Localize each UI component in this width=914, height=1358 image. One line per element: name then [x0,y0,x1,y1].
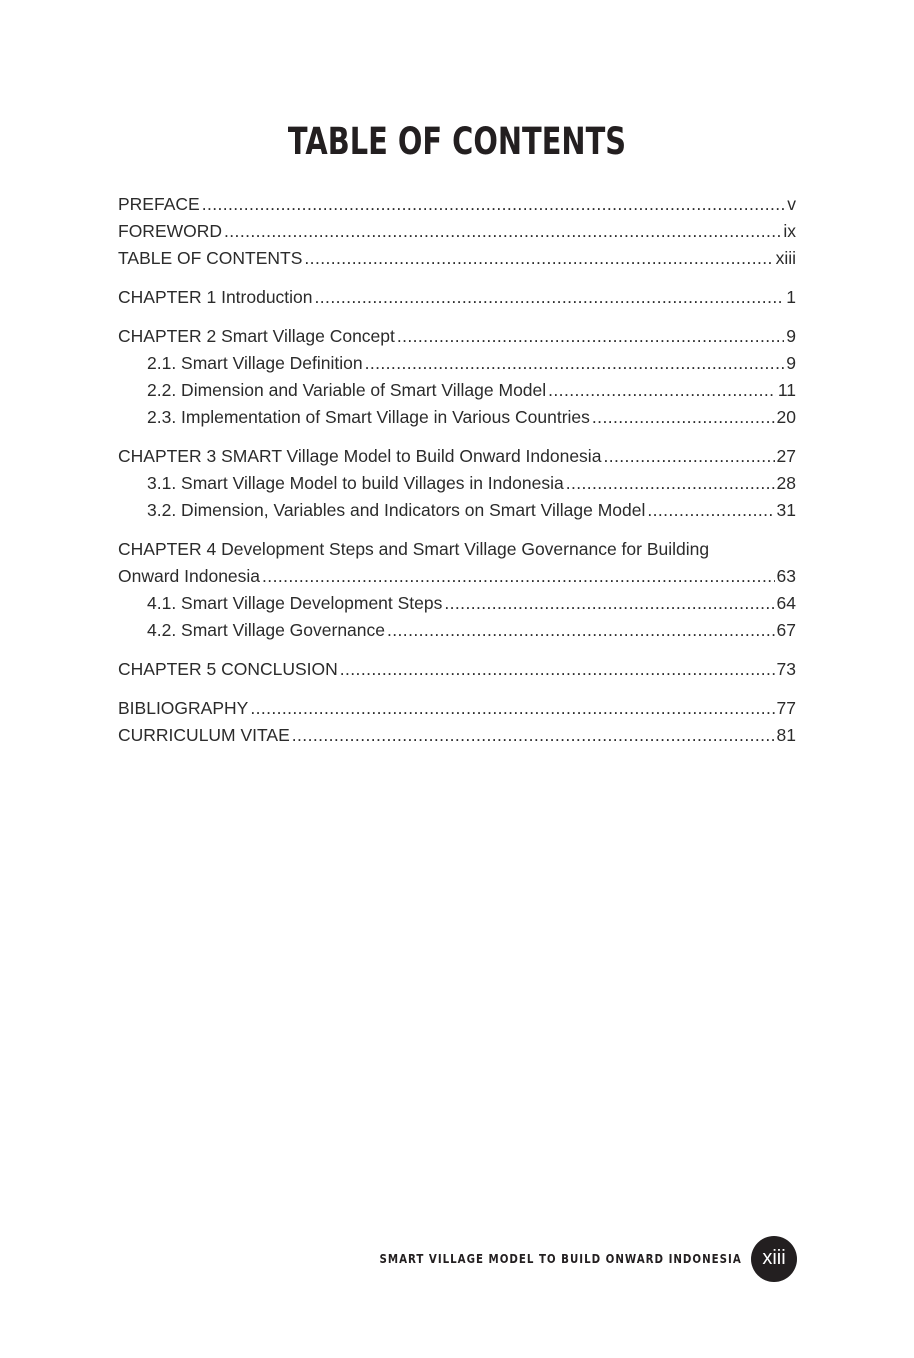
toc-entry-label: CHAPTER 1 Introduction [118,287,313,307]
toc-entry-page: 64 [776,593,796,613]
page-footer [0,1236,914,1282]
toc-group-front-matter [118,191,796,272]
toc-entry-chapter-2[interactable] [118,323,796,350]
toc-entry-label: 3.2. Dimension, Variables and Indicators on Smart Village Model [147,500,646,520]
toc-entry-section-2-1[interactable] [118,350,796,377]
page-title: TABLE OF CONTENTS [287,120,627,163]
toc-group-chapter-2 [118,323,796,431]
toc-entry-table-of-contents[interactable] [118,245,796,272]
toc-entry-label: PREFACE [118,194,200,214]
toc-entry-section-4-2[interactable] [118,617,796,644]
toc-entry-preface[interactable] [118,191,796,218]
leader-dots [548,377,776,404]
toc-entry-label: CHAPTER 3 SMART Village Model to Build Onward Indonesia [118,446,602,466]
toc-entry-page: xiii [775,248,796,268]
toc-group-chapter-4 [118,536,796,644]
toc-entry-section-2-3[interactable] [118,404,796,431]
toc-entry-page: ix [783,221,796,241]
toc-entry-label: 3.1. Smart Village Model to build Villages in Indonesia [147,473,564,493]
toc-entry-section-4-1[interactable] [118,590,796,617]
toc-group-back-matter [118,695,796,749]
toc-entry-label: BIBLIOGRAPHY [118,698,249,718]
toc-entry-page: 77 [776,698,796,718]
leader-dots [397,323,784,350]
toc-entry-page: 81 [776,725,796,745]
leader-dots [224,218,781,245]
leader-dots [340,656,775,683]
table-of-contents [118,191,796,761]
toc-entry-label: 4.1. Smart Village Development Steps [147,593,443,613]
page-number-badge: xiii [751,1236,797,1282]
running-title: SMART VILLAGE MODEL TO BUILD ONWARD INDONESIA [379,1251,742,1266]
toc-entry-chapter-4-line-1[interactable]: CHAPTER 4 Development Steps and Smart Village Governance for Building [118,539,710,559]
toc-entry-label: FOREWORD [118,221,223,241]
toc-entry-page: 27 [776,446,796,466]
toc-entry-page: 1 [786,287,796,307]
toc-entry-page: 67 [776,620,796,640]
toc-entry-page: v [787,194,796,214]
leader-dots [315,284,785,311]
toc-entry-page: 20 [776,407,796,427]
toc-entry-page: 63 [776,566,796,586]
leader-dots [647,497,774,524]
toc-entry-label: Onward Indonesia [118,566,261,586]
toc-entry-page: 73 [776,659,796,679]
toc-entry-page: 28 [776,473,796,493]
toc-entry-section-2-2[interactable] [118,377,796,404]
leader-dots [262,563,774,590]
toc-entry-page: 9 [786,326,796,346]
toc-entry-chapter-1[interactable] [118,284,796,311]
leader-dots [444,590,774,617]
leader-dots [365,350,785,377]
toc-entry-chapter-4[interactable] [118,563,796,590]
toc-entry-page: 11 [777,380,796,400]
leader-dots [292,722,775,749]
toc-entry-page: 31 [776,500,796,520]
toc-entry-label: 2.1. Smart Village Definition [147,353,363,373]
leader-dots [304,245,773,272]
toc-entry-label: TABLE OF CONTENTS [118,248,303,268]
toc-entry-foreword[interactable] [118,218,796,245]
toc-entry-label: CURRICULUM VITAE [118,725,290,745]
toc-group-chapter-1 [118,284,796,311]
toc-entry-chapter-3[interactable] [118,443,796,470]
toc-entry-curriculum-vitae[interactable] [118,722,796,749]
toc-entry-label: CHAPTER 2 Smart Village Concept [118,326,395,346]
leader-dots [202,191,786,218]
toc-entry-chapter-5[interactable] [118,656,796,683]
toc-entry-label: CHAPTER 5 CONCLUSION [118,659,338,679]
leader-dots [387,617,775,644]
toc-entry-page: 9 [786,353,796,373]
leader-dots [603,443,774,470]
toc-entry-section-3-2[interactable] [118,497,796,524]
toc-entry-label: 2.2. Dimension and Variable of Smart Village Model [147,380,547,400]
toc-entry-section-3-1[interactable] [118,470,796,497]
toc-entry-label: 2.3. Implementation of Smart Village in Various Countries [147,407,590,427]
leader-dots [592,404,775,431]
toc-group-chapter-3 [118,443,796,524]
toc-group-chapter-5 [118,656,796,683]
toc-entry-bibliography[interactable] [118,695,796,722]
leader-dots [566,470,775,497]
leader-dots [250,695,774,722]
toc-entry-label: 4.2. Smart Village Governance [147,620,386,640]
